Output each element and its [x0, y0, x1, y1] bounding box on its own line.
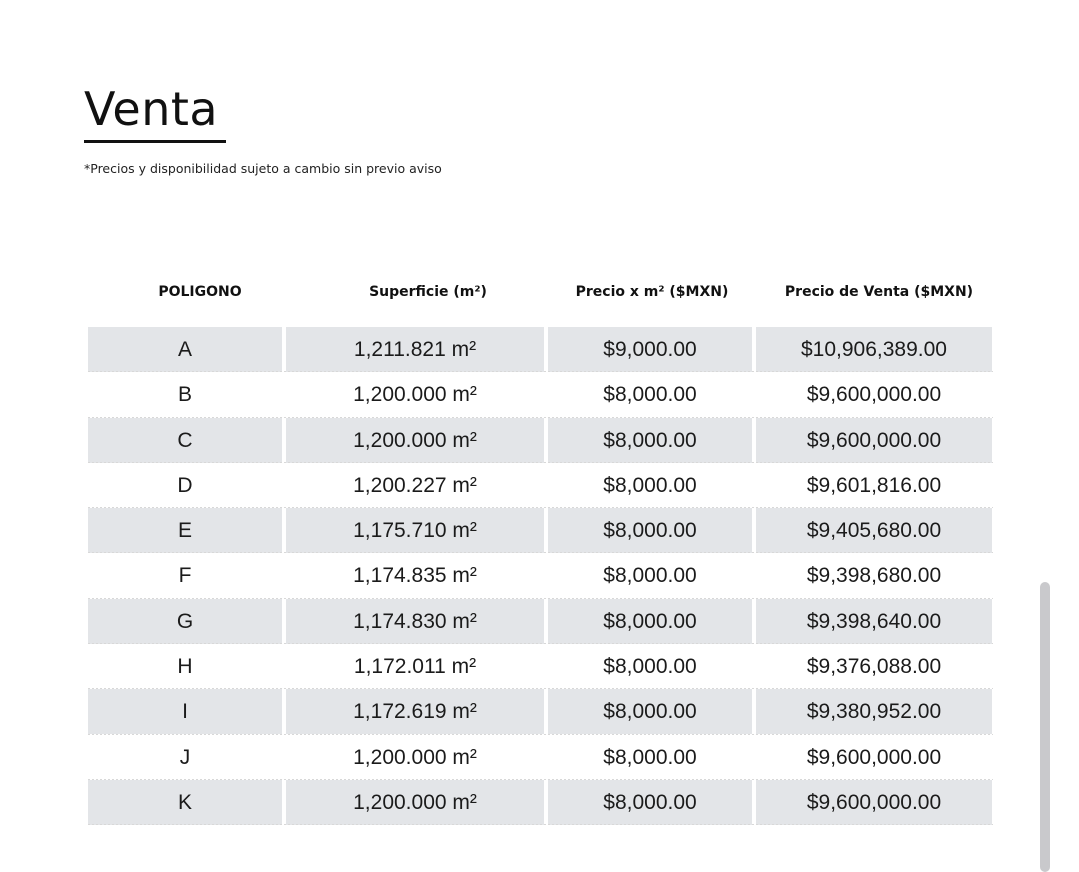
table-row: [88, 372, 993, 417]
table-row: [88, 463, 993, 508]
cell-poligono: B: [177, 383, 192, 407]
cell-precio-venta: $9,600,000.00: [806, 745, 942, 769]
table-row: [88, 327, 993, 372]
cell-precio-venta: $9,600,000.00: [756, 780, 992, 825]
cell-precio-m2: $8,000.00: [548, 599, 752, 644]
cell-precio-venta: $9,405,680.00: [756, 508, 992, 553]
column-header-poligono: POLIGONO: [158, 284, 242, 300]
price-table: [88, 327, 993, 825]
cell-poligono: A: [88, 327, 282, 372]
cell-precio-m2: $8,000.00: [548, 508, 752, 553]
cell-superficie: 1,200.000 m²: [353, 745, 477, 769]
cell-precio-m2: $8,000.00: [603, 473, 697, 497]
cell-poligono: G: [88, 599, 282, 644]
cell-precio-venta: $9,380,952.00: [756, 689, 992, 734]
cell-precio-m2: $8,000.00: [603, 655, 697, 679]
cell-superficie: 1,174.830 m²: [286, 599, 544, 644]
cell-superficie: 1,175.710 m²: [286, 508, 544, 553]
table-row: [88, 418, 993, 463]
cell-superficie: 1,211.821 m²: [286, 327, 544, 372]
cell-precio-venta: $10,906,389.00: [756, 327, 992, 372]
cell-poligono: D: [177, 473, 193, 497]
cell-superficie: 1,174.835 m²: [353, 564, 477, 588]
cell-superficie: 1,200.000 m²: [353, 383, 477, 407]
cell-precio-venta: $9,600,000.00: [806, 383, 942, 407]
cell-precio-m2: $8,000.00: [548, 418, 752, 463]
column-header-superficie: Superficie (m²): [369, 284, 487, 300]
table-row: [88, 689, 993, 734]
table-row: [88, 599, 993, 644]
table-row: [88, 780, 993, 825]
cell-poligono: H: [177, 655, 193, 679]
table-row: [88, 553, 993, 598]
cell-superficie: 1,200.000 m²: [286, 780, 544, 825]
cell-poligono: E: [88, 508, 282, 553]
cell-precio-m2: $8,000.00: [548, 689, 752, 734]
column-header-precio-venta: Precio de Venta ($MXN): [784, 284, 974, 300]
cell-superficie: 1,172.011 m²: [353, 655, 477, 679]
cell-poligono: I: [88, 689, 282, 734]
cell-precio-m2: $8,000.00: [603, 745, 697, 769]
table-row: [88, 508, 993, 553]
cell-precio-m2: $8,000.00: [603, 383, 697, 407]
column-header-precio-m2: Precio x m² ($MXN): [575, 284, 729, 300]
cell-superficie: 1,200.227 m²: [353, 473, 477, 497]
cell-poligono: K: [88, 780, 282, 825]
cell-poligono: C: [88, 418, 282, 463]
cell-precio-m2: $8,000.00: [603, 564, 697, 588]
table-row: [88, 644, 993, 689]
cell-poligono: F: [178, 564, 192, 588]
cell-precio-m2: $8,000.00: [548, 780, 752, 825]
cell-precio-venta: $9,600,000.00: [756, 418, 992, 463]
cell-superficie: 1,172.619 m²: [286, 689, 544, 734]
disclaimer-text: *Precios y disponibilidad sujeto a cambio sin previo aviso: [84, 161, 442, 176]
cell-superficie: 1,200.000 m²: [286, 418, 544, 463]
cell-precio-m2: $9,000.00: [548, 327, 752, 372]
cell-precio-venta: $9,398,680.00: [806, 564, 942, 588]
title-underline: [84, 140, 226, 143]
table-row: [88, 735, 993, 780]
cell-precio-venta: $9,376,088.00: [806, 655, 942, 679]
page-title: Venta: [84, 82, 219, 136]
scrollbar-thumb[interactable]: [1040, 582, 1050, 872]
cell-poligono: J: [179, 745, 191, 769]
cell-precio-venta: $9,398,640.00: [756, 599, 992, 644]
cell-precio-venta: $9,601,816.00: [806, 473, 942, 497]
